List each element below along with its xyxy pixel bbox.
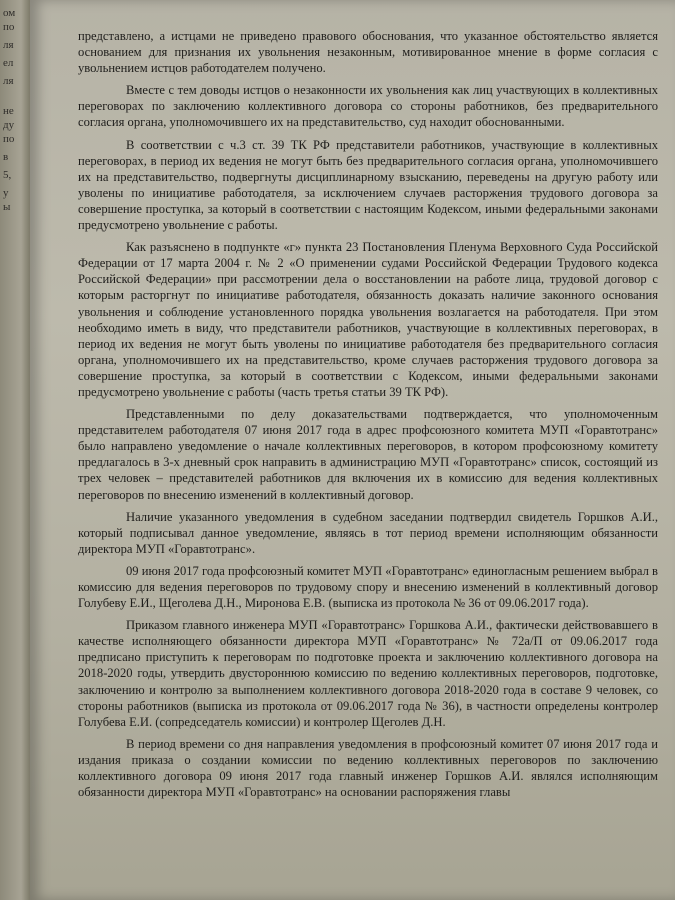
margin-fragment: по	[3, 21, 15, 33]
paragraph: Представленными по делу доказательствами подтверждается, что уполномоченным представителем работодателя 07 июня 2017 года в адрес профсоюзного комитета МУП «Горавтотранс» было направлено уведомление о начале коллективных переговоров, в котором профсоюзному комитету предлагалось в 3-х дневный срок направить в администрацию МУП «Горавтотранс» список, состоящий из трех человек – представителей работников для включения их в комиссию для ведения коллективных переговоров по внесению изменений в коллективный договор.	[78, 407, 658, 502]
paragraph: Как разъяснено в подпункте «г» пункта 23 Постановления Пленума Верховного Суда Российской Федерации от 17 марта 2004 г. № 2 «О применении судами Российской Федерации Трудового кодекса Российской Федерации» при рассмотрении дела о восстановлении на работе лица, трудовой договор с которым расторгнут по инициативе работодателя, обязанность доказать наличие законного основания увольнения и соблюдение установленного порядка увольнения возлагается на работодателя. При этом необходимо иметь в виду, что представители работников, участвующие в коллективных переговорах, в период их ведения не могут быть уволены по инициативе работодателя без предварительного согласия органа, уполномочившего их на представительство, кроме случаев расторжения трудового договора за совершение проступка, за который в соответствии с Кодексом, иными федеральными законами предусмотрено увольнение с работы (часть третья статьи 39 ТК РФ).	[78, 240, 658, 399]
paragraph: Приказом главного инженера МУП «Горавтотранс» Горшкова А.И., фактически действовавшего в качестве исполняющего обязанности директора МУП «Горавтотранс» № 72а/П от 09.06.2017 года предписано приступить к переговорам по подготовке проекта и заключению коллективного договора на 2018-2020 годы, утвердить двустороннюю комиссию по ведению коллективных переговоров, подготовке, заключению и контролю за выполнением коллективного договора 2018-2020 года в составе 9 человек, со стороны работников (выписка из протокола от 09.06.2017 года № 36), в частности определены контролер Голубева Е.И. (сопредседатель комиссии) и контролер Щеголев Д.Н.	[78, 618, 658, 729]
paragraph: 09 июня 2017 года профсоюзный комитет МУП «Горавтотранс» единогласным решением выбрал в комиссию для ведения переговоров по трудовому спору и внесению изменений в коллективный договор Голубеву Е.И., Щеголева Д.Н., Миронова Е.В. (выписка из протокола № 36 от 09.06.2017 года).	[78, 563, 658, 611]
margin-fragment: 5,	[3, 169, 12, 181]
paragraph: В период времени со дня направления уведомления в профсоюзный комитет 07 июня 2017 года и издания приказа о создании комиссии по ведению коллективных переговоров по заключению коллективного договора 09 июня 2017 года главный инженер Горшков А.И. являлся исполняющим обязанности директора МУП «Горавтотранс» на основании распоряжения главы	[78, 736, 658, 800]
margin-fragment: ы	[3, 201, 11, 213]
paragraph: представлено, а истцами не приведено правового обоснования, что указанное обстоятельство является основанием для признания их увольнения незаконным, мотивированное мнение в форме согласия с увольнением истцов работодателем получено.	[78, 29, 658, 76]
paragraph: Вместе с тем доводы истцов о незаконности их увольнения как лиц участвующих в коллективных переговорах по заключению коллективного договора со стороны работников, без предварительного согласия органа, уполномочившего их на представительство, суд находит обоснованными.	[78, 83, 658, 130]
margin-fragment: ля	[3, 75, 14, 87]
paragraph: Наличие указанного уведомления в судебном заседании подтвердил свидетель Горшков А.И., который подписывал данное уведомление, являясь в тот период времени исполняющим обязанности директора МУП «Горавтотранс».	[78, 509, 658, 556]
margin-fragment: по	[3, 133, 15, 145]
margin-fragment: не	[3, 105, 14, 117]
margin-fragment: ом	[3, 7, 16, 19]
margin-fragment: в	[3, 151, 9, 163]
document-body	[78, 28, 658, 806]
document-page	[30, 0, 675, 900]
underlying-page-edge	[0, 0, 30, 900]
margin-fragment: у	[3, 187, 9, 199]
margin-fragment	[0, 88, 30, 102]
margin-fragment: ел	[3, 57, 14, 69]
margin-fragment: ля	[3, 39, 14, 51]
paragraph: В соответствии с ч.3 ст. 39 ТК РФ представители работников, участвующие в коллективных переговорах, в период их ведения не могут быть без предварительного согласия органа, уполномочившего их на представительство, подвергнуты дисциплинарному взысканию, переведены на другую работу или уволены по инициативе работодателя, за исключением случаев расторжения трудового договора за совершение проступка, за который в соответствии с настоящим Кодексом, иными федеральными законами предусмотрено увольнение с работы.	[78, 137, 658, 233]
margin-fragment: ду	[3, 119, 15, 131]
